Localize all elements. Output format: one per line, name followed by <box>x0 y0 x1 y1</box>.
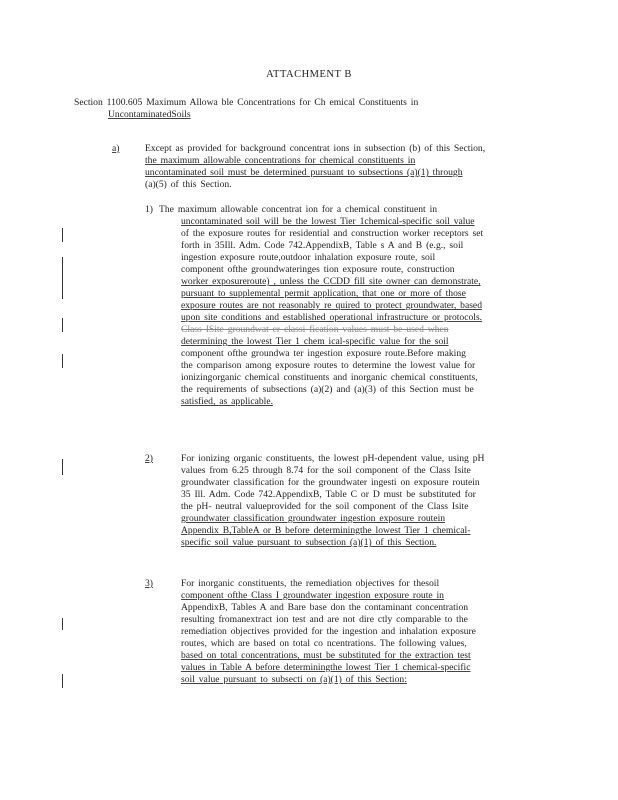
para-3-line: based on total concentrations, must be substituted for the extraction test <box>181 650 471 661</box>
para-2-line: 35 Ill. Adm. Code 742.AppendixB, Table C or D must be substituted for <box>181 489 476 500</box>
para-1-line: uncontaminated soil will be the lowest Tier 1chemical-specific soil value <box>181 216 475 227</box>
para-1-line: exposure routes are not reasonably re quired to protect groundwater, based <box>181 300 482 311</box>
change-bar <box>62 618 63 630</box>
change-bar <box>62 257 63 299</box>
para-3-line: values in Table A before determiningthe lowest Tier 1 chemical-specific <box>181 662 471 673</box>
para-1-line: ionizingorganic chemical constituents and inorganic chemical constituents, <box>181 372 478 383</box>
para-1-line: Class ISite groundwat er classi fication values must be used when <box>181 324 449 335</box>
change-bar <box>62 459 63 475</box>
para-1-line: component ofthe groundwa ter ingestion exposure route.Before making <box>181 348 466 359</box>
para-2-label: 2) <box>145 453 153 464</box>
para-1-line: The maximum allowable concentrat ion for a chemical constituent in <box>159 204 438 215</box>
section-heading-line-2: UncontaminatedSoils <box>108 109 191 120</box>
para-3-label: 3) <box>145 578 153 589</box>
change-bar <box>62 354 63 368</box>
change-bar <box>62 228 63 242</box>
para-a-label: a) <box>112 143 120 154</box>
para-3-line: For inorganic constituents, the remediation objectives for thesoil <box>181 578 440 589</box>
para-1-line: the requirements of subsections (a)(2) and (a)(3) of this Section must be <box>181 384 474 395</box>
para-a-line: Except as provided for background concentrat ions in subsection (b) of this Section, <box>145 143 486 154</box>
change-bar <box>62 318 63 332</box>
para-2-line: the pH- neutral valueprovided for the soil component of the Class Isite <box>181 501 469 512</box>
para-3-line: routes, which are based on total co ncentrations. The following values, <box>181 638 467 649</box>
para-1-line: worker exposureroute) , unless the CCDD fill site owner can demonstrate, <box>181 276 481 287</box>
para-1-line: component ofthe groundwateringes tion exposure route, construction <box>181 264 455 275</box>
para-1-label: 1) <box>145 204 153 215</box>
para-2-line: values from 6.25 through 8.74 for the soil component of the Class Isite <box>181 465 471 476</box>
para-2-line: groundwater classification for the groundwater ingesti on exposure routein <box>181 477 480 488</box>
para-3-line: remediation objectives provided for the ingestion and inhalation exposure <box>181 626 476 637</box>
para-2-line: Appendix B,TableA or B before determiningthe lowest Tier 1 chemical- <box>181 525 471 536</box>
para-2-line: specific soil value pursuant to subsection (a)(1) of this Section. <box>181 537 437 548</box>
para-3-line: soil value pursuant to subsecti on (a)(1) of this Section: <box>181 674 407 685</box>
para-1-line: upon site conditions and established operational infrastructure or protocols. <box>181 312 483 323</box>
para-1-line: the comparison among exposure routes to determine the lowest value for <box>181 360 476 371</box>
para-1-line: ingestion exposure route,outdoor inhalation exposure route, soil <box>181 252 436 263</box>
para-1-line: of the exposure routes for residential and construction worker receptors set <box>181 228 484 239</box>
para-2-line: For ionizing organic constituents, the lowest pH-dependent value, using pH <box>181 453 485 464</box>
para-a-line: the maximum allowable concentrations for chemical constituents in <box>145 155 416 166</box>
para-a-line: uncontaminated soil must be determined pursuant to subsections (a)(1) through <box>145 167 463 178</box>
para-3-line: resulting fromanextract ion test and are not dire ctly comparable to the <box>181 614 468 625</box>
para-3-line: component ofthe Class I groundwater ingestion exposure route in <box>181 590 444 601</box>
section-heading-line-1: Section 1100.605 Maximum Allowa ble Concentrations for Ch emical Constituents in <box>74 97 419 108</box>
para-1-line: pursuant to supplemental permit application, that one or more of those <box>181 288 466 299</box>
change-bar <box>62 674 63 688</box>
para-2-line: groundwater classification groundwater ingestion exposure routein <box>181 513 446 524</box>
para-3-line: AppendixB, Tables A and Bare base don the contaminant concentration <box>181 602 469 613</box>
para-1-line: satisfied, as applicable. <box>181 396 273 407</box>
page-title: ATTACHMENT B <box>266 69 352 80</box>
para-a-line: (a)(5) of this Section. <box>145 179 232 190</box>
para-1-line: forth in 35Ill. Adm. Code 742.AppendixB, Table s A and B (e.g., soil <box>181 240 464 251</box>
para-1-line: determining the lowest Tier 1 chem ical-specific value for the soil <box>181 336 449 347</box>
